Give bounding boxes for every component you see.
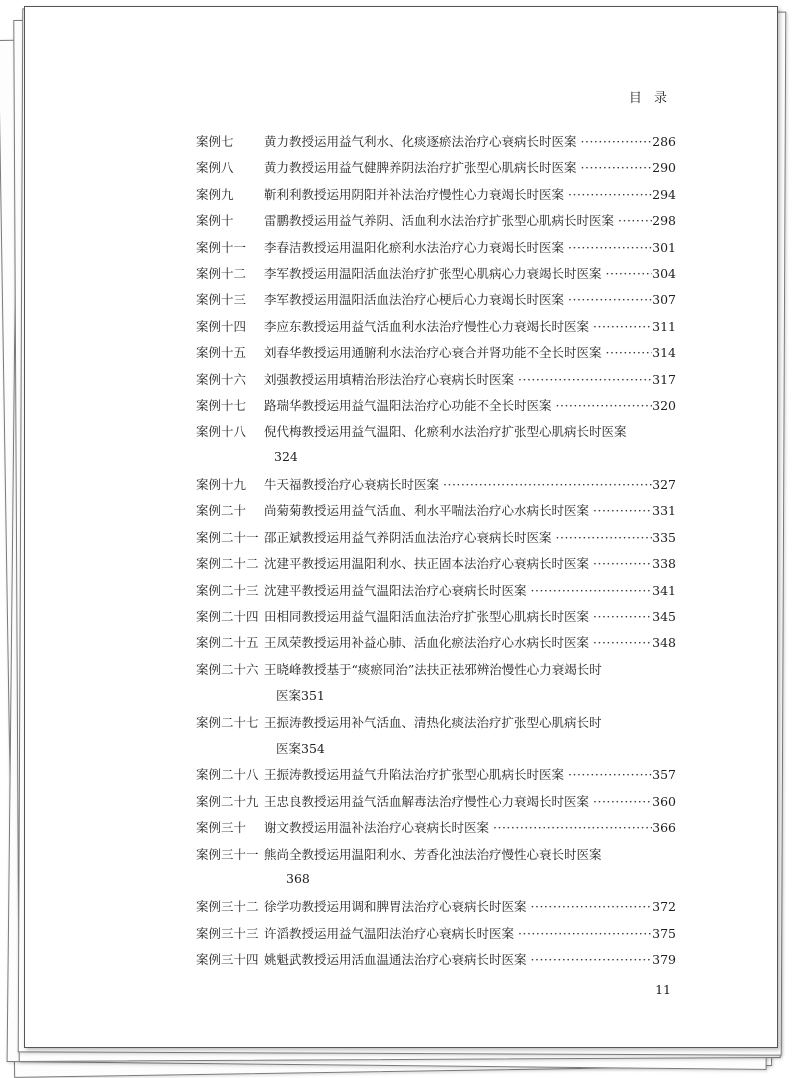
dot-leader bbox=[581, 134, 653, 149]
page-number: 314 bbox=[652, 345, 676, 361]
toc-entry[interactable] bbox=[196, 660, 676, 686]
page-number: 354 bbox=[301, 740, 325, 756]
case-number: 案例三十三 bbox=[196, 925, 259, 941]
page-number: 307 bbox=[652, 292, 676, 308]
entry-title: 路瑞华教授运用益气温阳法治疗心功能不全长时医案 bbox=[264, 397, 552, 413]
dot-leader bbox=[556, 398, 653, 413]
page-number: 317 bbox=[652, 371, 676, 387]
case-number: 案例十九 bbox=[196, 477, 247, 493]
entry-title: 刘春华教授运用通腑利水法治疗心衰合并肾功能不全长时医案 bbox=[264, 345, 602, 361]
toc-entry[interactable] bbox=[196, 607, 676, 633]
entry-title: 雷鹏教授运用益气养阴、活血利水法治疗扩张型心肌病长时医案 bbox=[264, 213, 615, 229]
case-number: 案例二十 bbox=[196, 503, 247, 519]
case-number: 案例二十八 bbox=[196, 767, 259, 783]
entry-title-continued: 医案 bbox=[276, 688, 302, 704]
case-number: 案例十八 bbox=[196, 424, 247, 440]
case-number: 案例十三 bbox=[196, 292, 247, 308]
case-number: 案例十四 bbox=[196, 318, 247, 334]
toc-entry[interactable] bbox=[196, 343, 676, 369]
dot-leader bbox=[518, 372, 652, 387]
toc-entry[interactable] bbox=[196, 950, 676, 976]
entry-title: 许滔教授运用益气温阳法治疗心衰病长时医案 bbox=[264, 925, 515, 941]
page-number: 357 bbox=[652, 767, 676, 783]
entry-title-continued: 医案 bbox=[276, 740, 302, 756]
toc-entry[interactable] bbox=[196, 554, 676, 580]
entry-title: 倪代梅教授运用益气温阳、化瘀利水法治疗扩张型心肌病长时医案 bbox=[264, 424, 627, 440]
page-number: 331 bbox=[652, 503, 676, 519]
toc-entry[interactable] bbox=[196, 818, 676, 844]
toc-entry[interactable] bbox=[196, 290, 676, 316]
page-number: 304 bbox=[652, 265, 676, 281]
case-number: 案例三十四 bbox=[196, 952, 259, 968]
page-number: 351 bbox=[301, 688, 325, 704]
toc-entry[interactable] bbox=[196, 396, 676, 422]
entry-title: 李军教授运用温阳活血法治疗扩张型心肌病心力衰竭长时医案 bbox=[264, 265, 602, 281]
entry-title: 李应东教授运用益气活血利水法治疗慢性心力衰竭长时医案 bbox=[264, 318, 590, 334]
entry-title: 邵正斌教授运用益气养阴活血法治疗心衰病长时医案 bbox=[264, 529, 552, 545]
dot-leader bbox=[531, 952, 653, 967]
toc-entry-continuation[interactable] bbox=[196, 686, 676, 712]
toc-entry[interactable] bbox=[196, 370, 676, 396]
running-header: 目 录 bbox=[628, 91, 671, 106]
case-number: 案例二十一 bbox=[196, 529, 259, 545]
case-number: 案例三十二 bbox=[196, 899, 259, 915]
entry-title: 王忠良教授运用益气活血解毒法治疗慢性心力衰竭长时医案 bbox=[264, 793, 590, 809]
page-number: 327 bbox=[652, 477, 676, 493]
page-number: 375 bbox=[652, 925, 676, 941]
table-of-contents bbox=[196, 132, 676, 977]
dot-leader bbox=[568, 292, 652, 307]
page-number: 301 bbox=[652, 239, 676, 255]
entry-title: 尚菊菊教授运用益气活血、利水平喘法治疗心水病长时医案 bbox=[264, 503, 590, 519]
toc-entry[interactable] bbox=[196, 924, 676, 950]
entry-title: 沈建平教授运用益气温阳法治疗心衰病长时医案 bbox=[264, 582, 527, 598]
entry-title: 黄力教授运用益气利水、化痰逐瘀法治疗心衰病长时医案 bbox=[264, 134, 577, 149]
dot-leader bbox=[593, 556, 652, 571]
page-number: 366 bbox=[652, 820, 676, 836]
case-number: 案例二十七 bbox=[196, 714, 259, 730]
case-number: 案例二十三 bbox=[196, 582, 259, 598]
page-number: 338 bbox=[652, 556, 676, 572]
toc-entry[interactable] bbox=[196, 765, 676, 791]
toc-entry-continuation[interactable] bbox=[196, 871, 676, 897]
entry-title: 王晓峰教授基于“痰瘀同治”法扶正祛邪辨治慢性心力衰竭长时 bbox=[264, 661, 602, 677]
dot-leader bbox=[593, 503, 652, 518]
case-number: 案例十六 bbox=[196, 371, 247, 387]
entry-title: 靳利利教授运用阴阳并补法治疗慢性心力衰竭长时医案 bbox=[264, 186, 565, 202]
page-number: 348 bbox=[652, 635, 676, 651]
entry-title: 谢文教授运用温补法治疗心衰病长时医案 bbox=[264, 820, 490, 836]
dot-leader bbox=[606, 266, 653, 281]
case-number: 案例八 bbox=[196, 160, 234, 176]
toc-entry[interactable] bbox=[196, 475, 676, 501]
toc-entry[interactable] bbox=[196, 792, 676, 818]
toc-entry[interactable] bbox=[196, 528, 676, 554]
dot-leader bbox=[493, 820, 652, 835]
page-number: 360 bbox=[652, 793, 676, 809]
dot-leader bbox=[568, 187, 652, 202]
entry-title: 牛天福教授治疗心衰病长时医案 bbox=[264, 477, 440, 493]
dot-leader bbox=[568, 767, 652, 782]
page-number: 290 bbox=[652, 160, 676, 176]
page-number: 324 bbox=[274, 448, 298, 464]
toc-entry[interactable] bbox=[196, 264, 676, 290]
toc-entry[interactable] bbox=[196, 238, 676, 264]
toc-entry-continuation[interactable] bbox=[196, 449, 676, 475]
case-number: 案例十五 bbox=[196, 345, 247, 361]
toc-page bbox=[24, 6, 778, 1048]
case-number: 案例十一 bbox=[196, 239, 247, 255]
page-number: 294 bbox=[652, 186, 676, 202]
dot-leader bbox=[531, 583, 653, 598]
entry-title: 田相同教授运用益气温阳活血法治疗扩张型心肌病长时医案 bbox=[264, 609, 590, 625]
case-number: 案例十二 bbox=[196, 265, 247, 281]
case-number: 案例九 bbox=[196, 186, 234, 202]
dot-leader bbox=[618, 213, 652, 228]
page-number: 320 bbox=[652, 397, 676, 413]
dot-leader bbox=[568, 240, 652, 255]
case-number: 案例二十二 bbox=[196, 556, 259, 572]
case-number: 案例十 bbox=[196, 213, 234, 229]
dot-leader bbox=[593, 794, 652, 809]
page-number: 368 bbox=[286, 870, 310, 886]
toc-entry[interactable] bbox=[196, 501, 676, 527]
page-number: 335 bbox=[652, 529, 676, 545]
toc-entry[interactable] bbox=[196, 211, 676, 237]
toc-entry[interactable] bbox=[196, 633, 676, 659]
dot-leader bbox=[593, 609, 652, 624]
entry-title: 李春洁教授运用温阳化瘀利水法治疗心力衰竭长时医案 bbox=[264, 239, 565, 255]
toc-entry[interactable] bbox=[196, 317, 676, 343]
entry-title: 黄力教授运用益气健脾养阴法治疗扩张型心肌病长时医案 bbox=[264, 160, 577, 176]
entry-title: 王振涛教授运用补气活血、清热化痰法治疗扩张型心肌病长时 bbox=[264, 714, 602, 730]
page-number: 379 bbox=[652, 952, 676, 968]
entry-title: 王振涛教授运用益气升陷法治疗扩张型心肌病长时医案 bbox=[264, 767, 565, 783]
toc-entry-continuation[interactable] bbox=[196, 739, 676, 765]
entry-title: 王凤荣教授运用补益心肺、活血化瘀法治疗心水病长时医案 bbox=[264, 635, 590, 651]
toc-entry[interactable] bbox=[196, 422, 676, 448]
case-number: 案例七 bbox=[196, 134, 234, 149]
entry-title: 李军教授运用温阳活血法治疗心梗后心力衰竭长时医案 bbox=[264, 292, 565, 308]
toc-entry[interactable] bbox=[196, 581, 676, 607]
entry-title: 刘强教授运用填精治形法治疗心衰病长时医案 bbox=[264, 371, 515, 387]
dot-leader bbox=[443, 477, 652, 492]
dot-leader bbox=[593, 635, 652, 650]
dot-leader bbox=[606, 345, 653, 360]
entry-title: 徐学功教授运用调和脾胃法治疗心衰病长时医案 bbox=[264, 899, 527, 915]
case-number: 案例十七 bbox=[196, 397, 247, 413]
toc-entry[interactable] bbox=[196, 158, 676, 184]
case-number: 案例二十四 bbox=[196, 609, 259, 625]
page-folio: 11 bbox=[655, 982, 671, 997]
dot-leader bbox=[593, 319, 652, 334]
dot-leader bbox=[531, 899, 653, 914]
toc-entry[interactable] bbox=[196, 845, 676, 871]
toc-entry[interactable] bbox=[196, 713, 676, 739]
toc-entry[interactable] bbox=[196, 185, 676, 211]
dot-leader bbox=[581, 160, 653, 175]
case-number: 案例二十九 bbox=[196, 793, 259, 809]
entry-title: 沈建平教授运用温阳利水、扶正固本法治疗心衰病长时医案 bbox=[264, 556, 590, 572]
page-number: 286 bbox=[652, 134, 676, 149]
page-number: 372 bbox=[652, 899, 676, 915]
dot-leader bbox=[556, 530, 653, 545]
case-number: 案例二十五 bbox=[196, 635, 259, 651]
entry-title: 熊尚全教授运用温阳利水、芳香化浊法治疗慢性心衰长时医案 bbox=[264, 846, 602, 862]
toc-entry[interactable] bbox=[196, 132, 676, 158]
page-number: 345 bbox=[652, 609, 676, 625]
page-number: 341 bbox=[652, 582, 676, 598]
toc-entry[interactable] bbox=[196, 897, 676, 923]
case-number: 案例三十一 bbox=[196, 846, 259, 862]
case-number: 案例三十 bbox=[196, 820, 247, 836]
page-number: 311 bbox=[652, 318, 676, 334]
entry-title: 姚魁武教授运用活血温通法治疗心衰病长时医案 bbox=[264, 952, 527, 968]
case-number: 案例二十六 bbox=[196, 661, 259, 677]
page-number: 298 bbox=[652, 213, 676, 229]
dot-leader bbox=[518, 926, 652, 941]
